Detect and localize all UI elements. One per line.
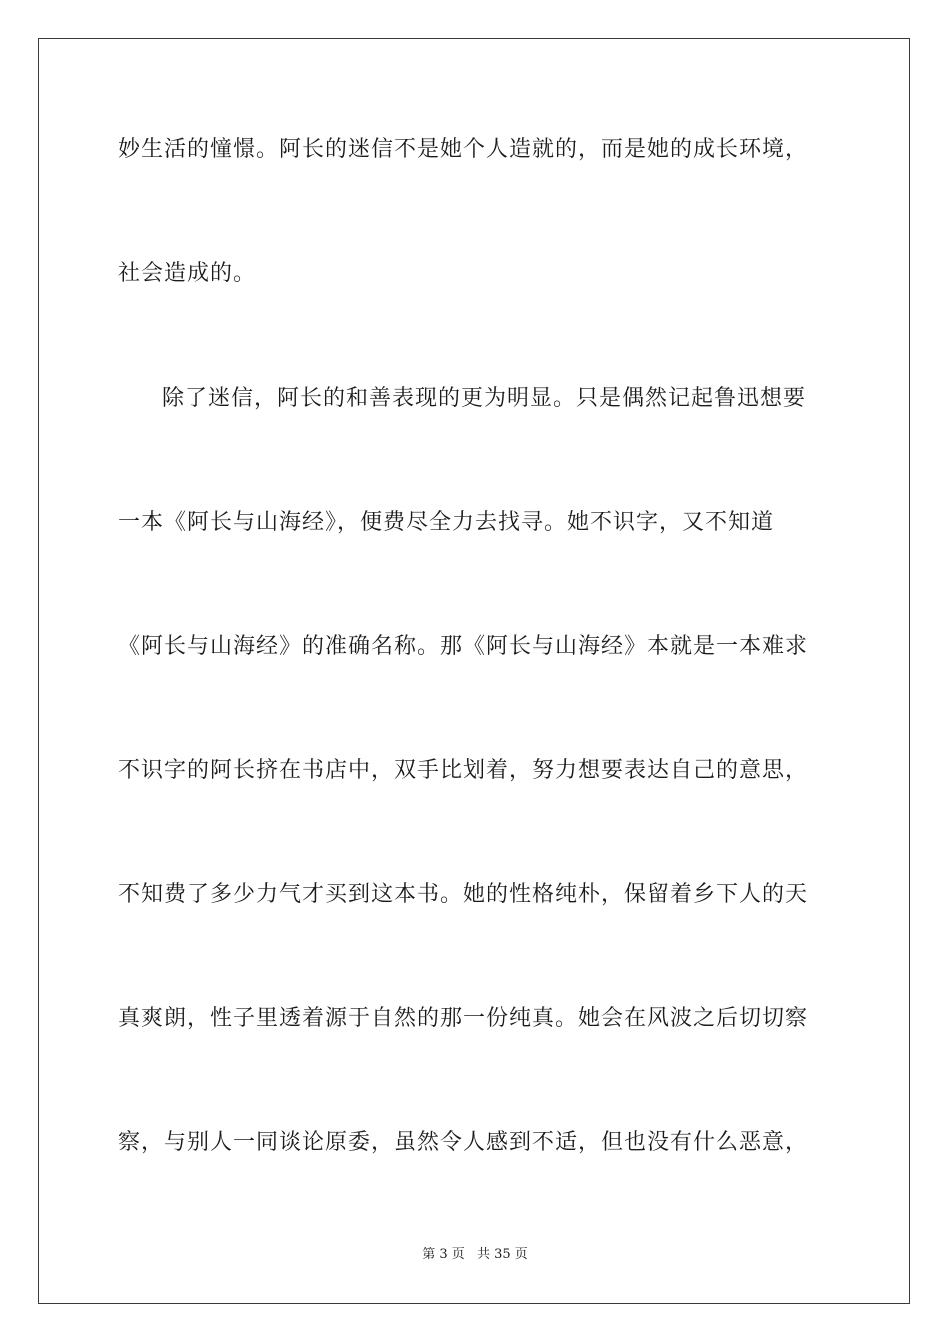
total-pages: 共 35 页	[476, 1247, 528, 1262]
text-line-7: 不知费了多少力气才买到这本书。她的性格纯朴，保留着乡下人的天	[118, 882, 809, 907]
page-footer	[0, 1247, 950, 1263]
text-line-9: 察，与别人一同谈论原委，虽然令人感到不适，但也没有什么恶意，	[118, 1130, 809, 1155]
page-border	[38, 38, 910, 1304]
page-number: 第 3 页	[422, 1247, 465, 1262]
text-line-3: 除了迷信，阿长的和善表现的更为明显。只是偶然记起鲁迅想要	[162, 386, 807, 411]
text-line-5: 《阿长与山海经》的准确名称。那《阿长与山海经》本就是一本难求	[118, 634, 809, 659]
text-line-8: 真爽朗，性子里透着源于自然的那一份纯真。她会在风波之后切切察	[118, 1006, 809, 1031]
text-line-1: 妙生活的憧憬。阿长的迷信不是她个人造就的，而是她的成长环境，	[118, 137, 809, 162]
text-line-2: 社会造成的。	[118, 261, 257, 286]
text-line-6: 不识字的阿长挤在书店中，双手比划着，努力想要表达自己的意思，	[118, 758, 809, 783]
text-line-4: 一本《阿长与山海经》，便费尽全力去找寻。她不识字，又不知道	[118, 510, 775, 535]
